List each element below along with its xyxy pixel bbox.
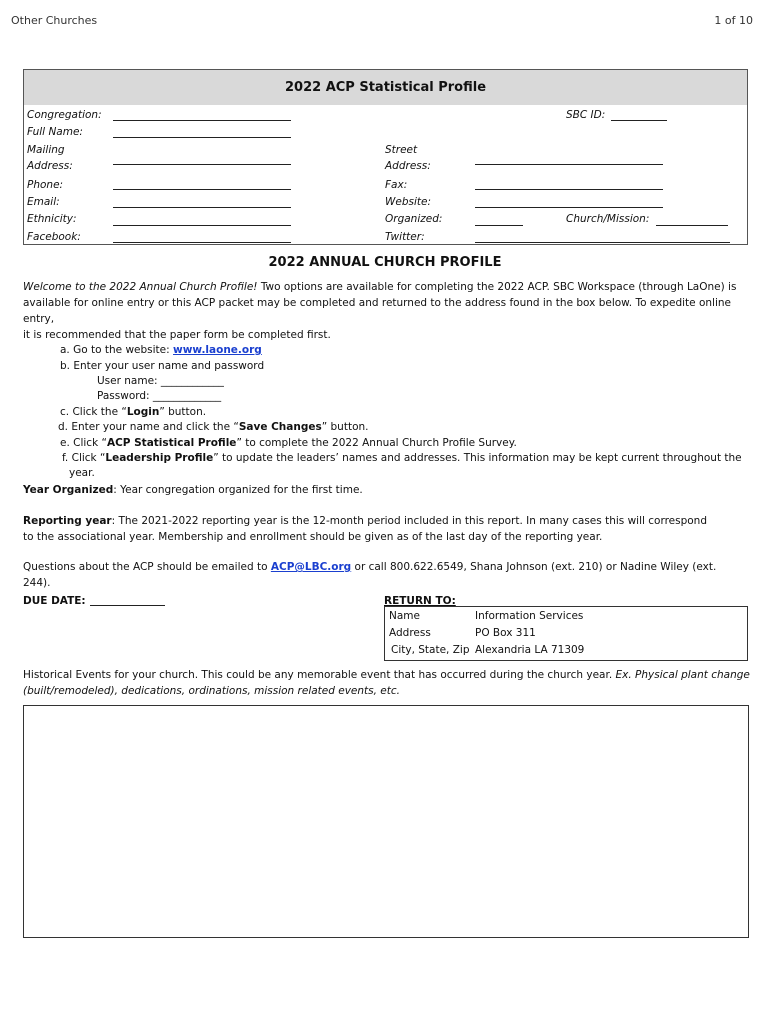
intro-line2: available for online entry or this ACP packet may be completed and returned to the address found in the box below. To expedite online entry,	[23, 297, 731, 325]
facebook-field[interactable]	[113, 242, 291, 243]
intro-paragraph	[23, 279, 753, 343]
return-name-value: Information Services	[475, 610, 584, 622]
twitter-label: Twitter:	[385, 231, 425, 243]
website-field[interactable]	[475, 207, 663, 208]
historical-events-textbox[interactable]	[23, 705, 749, 938]
section-title: 2022 ANNUAL CHURCH PROFILE	[268, 255, 502, 270]
step-f: f. Click “Leadership Profile” to update the leaders’ names and addresses. This information may be kept current throughout the	[62, 452, 742, 464]
sbc-id-field[interactable]	[611, 120, 667, 121]
street-label: Street	[385, 144, 418, 156]
full-name-label: Full Name:	[27, 126, 83, 138]
laone-link[interactable]: www.laone.org	[173, 344, 262, 356]
street-address-label: Address:	[385, 160, 431, 172]
acp-email-link[interactable]: ACP@LBC.org	[270, 561, 352, 573]
year-organized-note: Year Organized: Year congregation organized for the first time.	[23, 484, 363, 496]
website-label: Website:	[385, 196, 432, 208]
mailing-address-label: Address:	[27, 160, 73, 172]
return-city-value: Alexandria LA 71309	[475, 644, 585, 656]
organized-label: Organized:	[385, 213, 443, 225]
return-city-key: City, State, Zip	[391, 644, 470, 656]
street-address-field[interactable]	[475, 164, 663, 165]
twitter-field[interactable]	[475, 242, 730, 243]
questions-note: Questions about the ACP should be emailed to ACP@LBC.org or call 800.622.6549, Shana Johnson (ext. 210) or Nadine Wiley (ext. 244).	[23, 561, 717, 589]
full-name-field[interactable]	[113, 137, 291, 138]
historical-events-prompt: Historical Events for your church. This could be any memorable event that has occurred during the church year. Ex. Physical plant change (built/remodeled), dedications, ordinations, mission related events, etc.	[23, 669, 750, 697]
due-date-field[interactable]	[90, 605, 165, 606]
church-mission-field[interactable]	[656, 225, 728, 226]
password-field[interactable]: Password: _____________	[97, 390, 222, 402]
page-number: 1 of 10	[714, 14, 753, 27]
fax-field[interactable]	[475, 189, 663, 190]
intro-line3: it is recommended that the paper form be completed first.	[23, 329, 331, 341]
email-field[interactable]	[113, 207, 291, 208]
church-mission-label: Church/Mission:	[566, 213, 650, 225]
statistical-profile-box	[23, 69, 748, 245]
intro-line1: Two options are available for completing the 2022 ACP. SBC Workspace (through LaOne) is	[257, 281, 737, 293]
step-a: a. Go to the website: www.laone.org	[60, 344, 262, 356]
email-label: Email:	[27, 196, 60, 208]
return-name-key: Name	[389, 610, 420, 622]
step-b: b. Enter your user name and password	[60, 360, 265, 372]
facebook-label: Facebook:	[27, 231, 81, 243]
mailing-label: Mailing	[27, 144, 65, 156]
username-field[interactable]: User name: ____________	[97, 375, 224, 387]
return-to-box	[384, 606, 748, 661]
profile-title: 2022 ACP Statistical Profile	[24, 70, 747, 105]
reporting-year-note: Reporting year: The 2021-2022 reporting year is the 12-month period included in this report. In many cases this will correspond to the associational year. Membership and enrollment should be given as of the last day of the reporting year.	[23, 515, 708, 543]
congregation-field[interactable]	[113, 120, 291, 121]
step-f-line2: year.	[69, 467, 95, 479]
phone-field[interactable]	[113, 189, 291, 190]
organized-field[interactable]	[475, 225, 523, 226]
sbc-id-label: SBC ID:	[566, 109, 606, 121]
return-address-value: PO Box 311	[475, 627, 536, 639]
step-d: d. Enter your name and click the “Save Changes” button.	[58, 421, 369, 433]
step-c: c. Click the “Login” button.	[60, 406, 207, 418]
return-to-label: RETURN TO:	[384, 595, 456, 607]
step-e: e. Click “ACP Statistical Profile” to complete the 2022 Annual Church Profile Survey.	[60, 437, 517, 449]
congregation-label: Congregation:	[27, 109, 102, 121]
document-title: Other Churches	[11, 14, 98, 27]
due-date-label: DUE DATE:	[23, 595, 86, 607]
return-address-key: Address	[389, 627, 431, 639]
phone-label: Phone:	[27, 179, 64, 191]
ethnicity-label: Ethnicity:	[27, 213, 77, 225]
fax-label: Fax:	[385, 179, 408, 191]
mailing-address-field[interactable]	[113, 164, 291, 165]
ethnicity-field[interactable]	[113, 225, 291, 226]
intro-welcome: Welcome to the 2022 Annual Church Profile!	[23, 281, 258, 293]
